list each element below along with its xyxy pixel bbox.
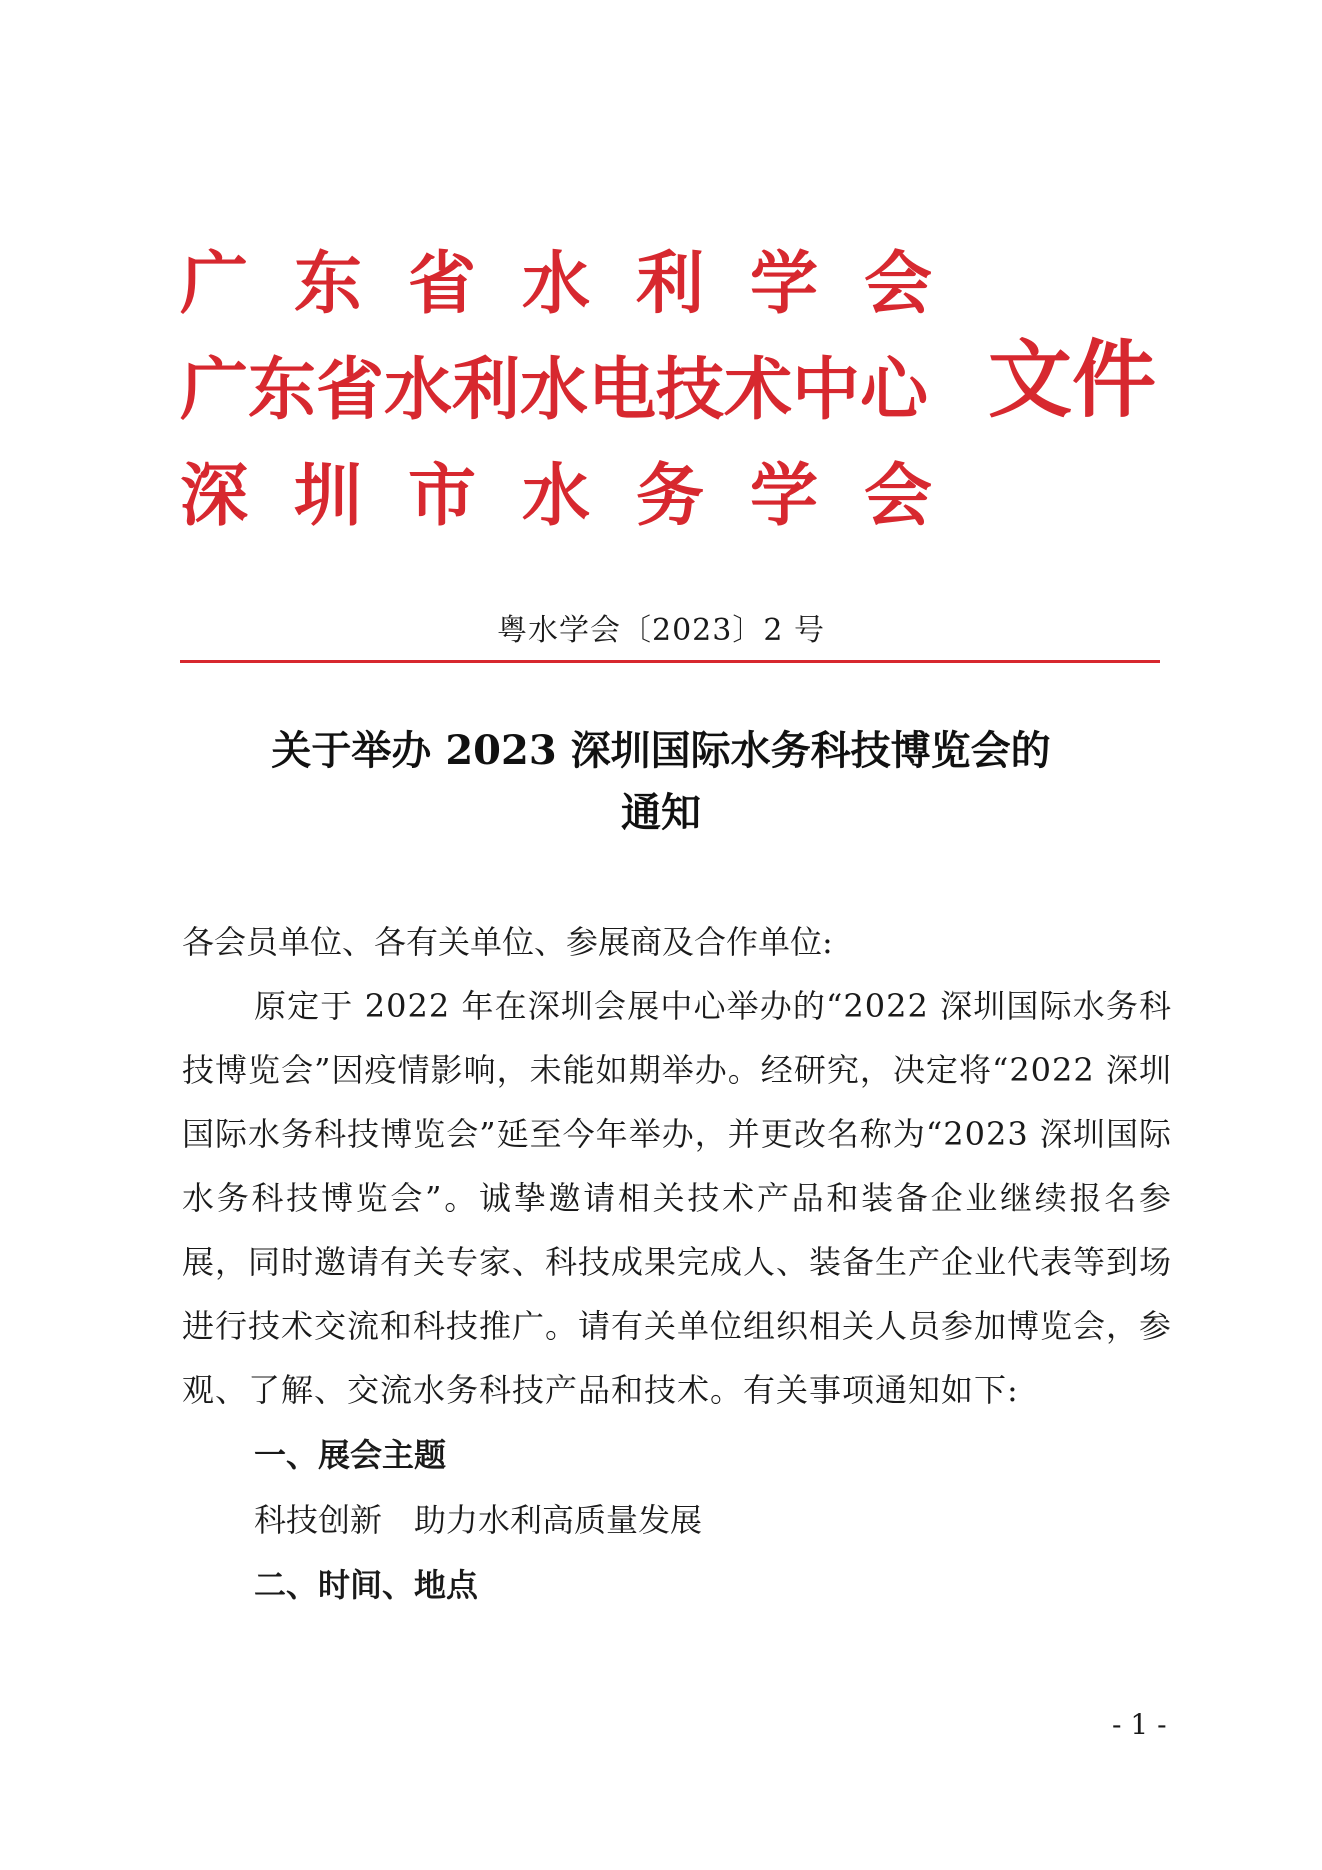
theme-text: 科技创新 助力水利高质量发展 bbox=[254, 1501, 703, 1539]
title-line-2: 通知 bbox=[621, 789, 701, 836]
title-line-1: 关于举办 2023 深圳国际水务科技博览会的 bbox=[271, 727, 1051, 774]
issuer-line-1: 广东省水利学会 bbox=[180, 244, 979, 324]
page-number: - 1 - bbox=[1112, 1708, 1167, 1741]
salutation: 各会员单位、各有关单位、参展商及合作单位: bbox=[182, 923, 833, 961]
red-divider bbox=[180, 660, 1160, 663]
body-paragraph: 原定于 2022 年在深圳会展中心举办的“2022 深圳国际水务科技博览会”因疫情影响，未能如期举办。经研究，决定将“2022 深圳国际水务科技博览会”延至今年举办，并更改名称为“2023 深圳国际水务科技博览会”。诚挚邀请相关技术产品和装备企业继续报名参展，同时邀请有关专家、科技成果完成人、装备生产企业代表等到场进行技术交流和科技推广。请有关单位组织相关人员参加博览会，参观、了解、交流水务科技产品和技术。有关事项通知如下: bbox=[182, 987, 1173, 1409]
document-number: 粤水学会〔2023〕2 号 bbox=[497, 613, 825, 648]
issuer-line-2: 广东省水利水电技术中心 bbox=[180, 350, 929, 430]
section-heading-theme: 一、展会主题 bbox=[254, 1436, 447, 1474]
section-heading-time-place: 二、时间、地点 bbox=[254, 1566, 479, 1604]
issuer-line-3: 深圳市水务学会 bbox=[180, 456, 979, 536]
document-body bbox=[182, 910, 1172, 1618]
file-word: 文件 bbox=[988, 330, 1157, 429]
red-header bbox=[180, 240, 1180, 540]
document-title bbox=[0, 720, 1322, 844]
